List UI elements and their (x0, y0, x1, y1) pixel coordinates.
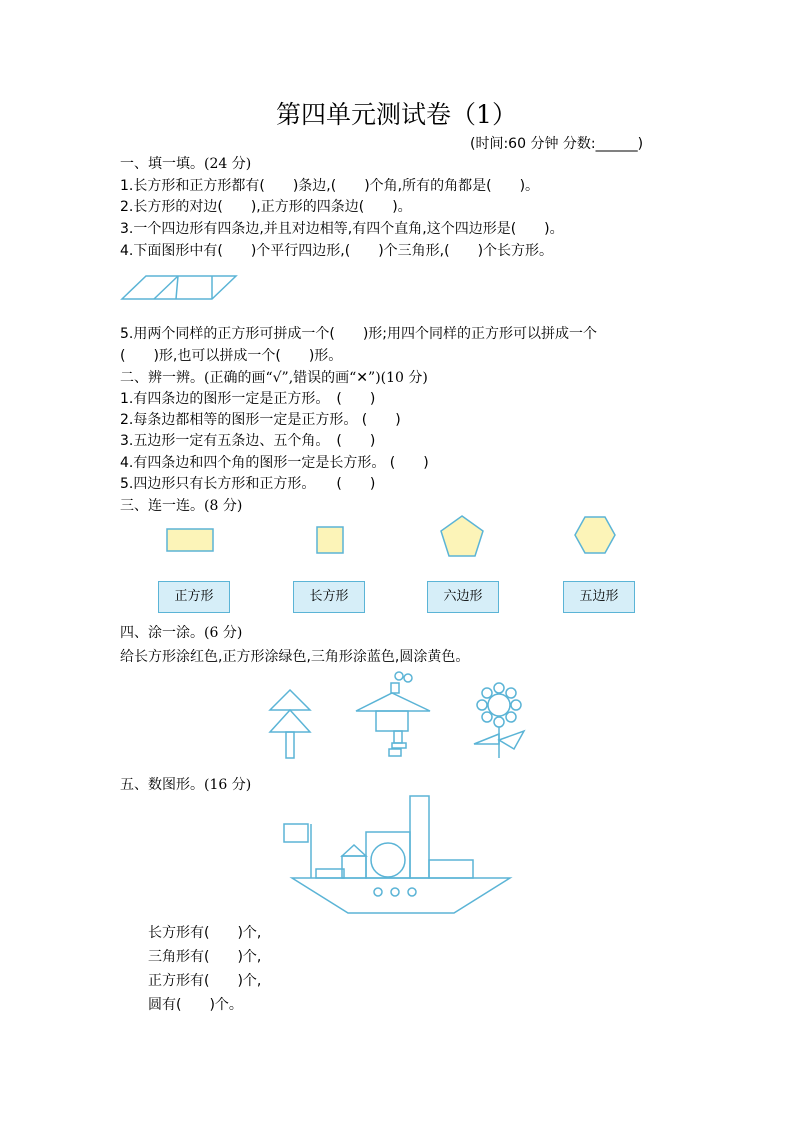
tree-figure (266, 688, 314, 760)
judge-item-5: 5.四边形只有长方形和正方形。 ( ) (120, 476, 376, 492)
square-shape (316, 526, 344, 554)
section1-heading: 一、填一填。(24 分) (120, 156, 252, 172)
ship-figure (282, 792, 514, 916)
lamp-figure (352, 670, 434, 762)
section2-heading: 二、辨一辨。(正确的画“√”,错误的画“✕”)(10 分) (120, 370, 428, 386)
hexagon-shape (574, 516, 616, 554)
question-1-5-line1: 5.用两个同样的正方形可拼成一个( )形;用四个同样的正方形可以拼成一个 (120, 326, 597, 342)
time-score-line: (时间:60 分钟 分数:______) (470, 136, 644, 152)
question-1-2: 2.长方形的对边( ),正方形的四条边( )。 (120, 199, 412, 215)
rectangle-shape (166, 528, 214, 552)
coloring-instruction: 给长方形涂红色,正方形涂绿色,三角形涂蓝色,圆涂黄色。 (120, 649, 470, 665)
section3-heading: 三、连一连。(8 分) (120, 498, 243, 514)
parallelogram-figure (118, 272, 242, 304)
label-square: 正方形 (158, 581, 230, 613)
question-1-1: 1.长方形和正方形都有( )条边,( )个角,所有的角都是( )。 (120, 178, 540, 194)
label-rectangle: 长方形 (293, 581, 365, 613)
question-1-5-line2: ( )形,也可以拼成一个( )形。 (120, 348, 343, 364)
section4-heading: 四、涂一涂。(6 分) (120, 625, 243, 641)
count-rectangles: 长方形有( )个, (148, 925, 262, 941)
pentagon-shape (440, 515, 484, 557)
judge-item-3: 3.五边形一定有五条边、五个角。 ( ) (120, 433, 376, 449)
question-1-3: 3.一个四边形有四条边,并且对边相等,有四个直角,这个四边形是( )。 (120, 221, 564, 237)
judge-item-2: 2.每条边都相等的图形一定是正方形。 ( ) (120, 412, 401, 428)
count-squares: 正方形有( )个, (148, 973, 262, 989)
question-1-4: 4.下面图形中有( )个平行四边形,( )个三角形,( )个长方形。 (120, 243, 554, 259)
count-triangles: 三角形有( )个, (148, 949, 262, 965)
section5-heading: 五、数图形。(16 分) (120, 777, 252, 793)
label-pentagon: 五边形 (563, 581, 635, 613)
flower-figure (470, 682, 528, 760)
page-title: 第四单元测试卷（1） (276, 100, 517, 129)
judge-item-4: 4.有四条边和四个角的图形一定是长方形。 ( ) (120, 455, 429, 471)
count-circles: 圆有( )个。 (148, 997, 243, 1013)
judge-item-1: 1.有四条边的图形一定是正方形。 ( ) (120, 391, 376, 407)
label-hexagon: 六边形 (427, 581, 499, 613)
